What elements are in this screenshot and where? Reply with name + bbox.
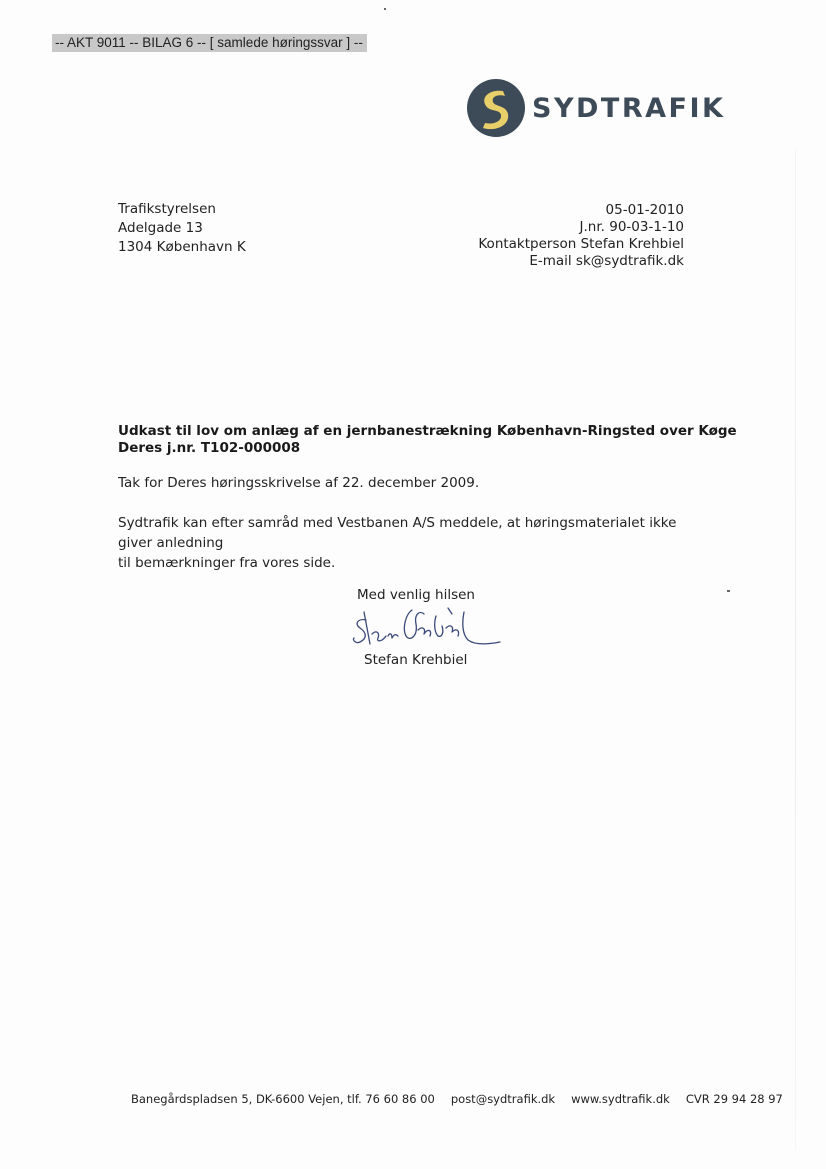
footer-website: www.sydtrafik.dk: [571, 1092, 670, 1106]
recipient-name: Trafikstyrelsen: [118, 201, 216, 217]
scan-speck: [727, 590, 730, 592]
contact-person: Kontaktperson Stefan Krehbiel: [478, 236, 684, 252]
footer-cvr: CVR 29 94 28 97: [685, 1092, 783, 1106]
subject-title: Udkast til lov om anlæg af en jernbanestrækning København-Ringsted over Køge: [118, 423, 737, 439]
subject-reference: Deres j.nr. T102-000008: [118, 440, 301, 456]
body-paragraph-2-line-1: Sydtrafik kan efter samråd med Vestbanen A/S meddele, at høringsmaterialet ikke giver anledning: [118, 515, 677, 551]
body-paragraph-2-line-2: til bemærkninger fra vores side.: [118, 555, 336, 571]
journal-number: J.nr. 90-03-1-10: [579, 219, 684, 235]
logo-wordmark: SYDTRAFIK: [532, 92, 726, 124]
letter-footer: [131, 1092, 783, 1106]
sydtrafik-logo-icon: [466, 78, 526, 138]
scan-edge: [795, 150, 796, 1150]
letter-date: 05-01-2010: [605, 202, 684, 218]
letter-subject: [118, 423, 737, 457]
contact-email: E-mail sk@sydtrafik.dk: [529, 253, 684, 269]
body-paragraph-2: [118, 513, 708, 573]
sydtrafik-logo: [466, 75, 725, 141]
handwritten-signature: [348, 600, 508, 652]
footer-address: Banegårdspladsen 5, DK-6600 Vejen, tlf. 76 60 86 00: [131, 1092, 435, 1106]
recipient-street: Adelgade 13: [118, 220, 203, 236]
signer-name: Stefan Krehbiel: [364, 652, 468, 668]
letter-meta: [478, 202, 684, 270]
footer-email: post@sydtrafik.dk: [450, 1092, 556, 1106]
closing-greeting: Med venlig hilsen: [357, 587, 475, 603]
body-paragraph-1: Tak for Deres høringsskrivelse af 22. december 2009.: [118, 475, 480, 491]
scan-speck: [384, 8, 386, 10]
recipient-address: [118, 200, 246, 257]
recipient-city: 1304 København K: [118, 239, 246, 255]
document-stamp: -- AKT 9011 -- BILAG 6 -- [ samlede høringssvar ] --: [52, 34, 367, 52]
